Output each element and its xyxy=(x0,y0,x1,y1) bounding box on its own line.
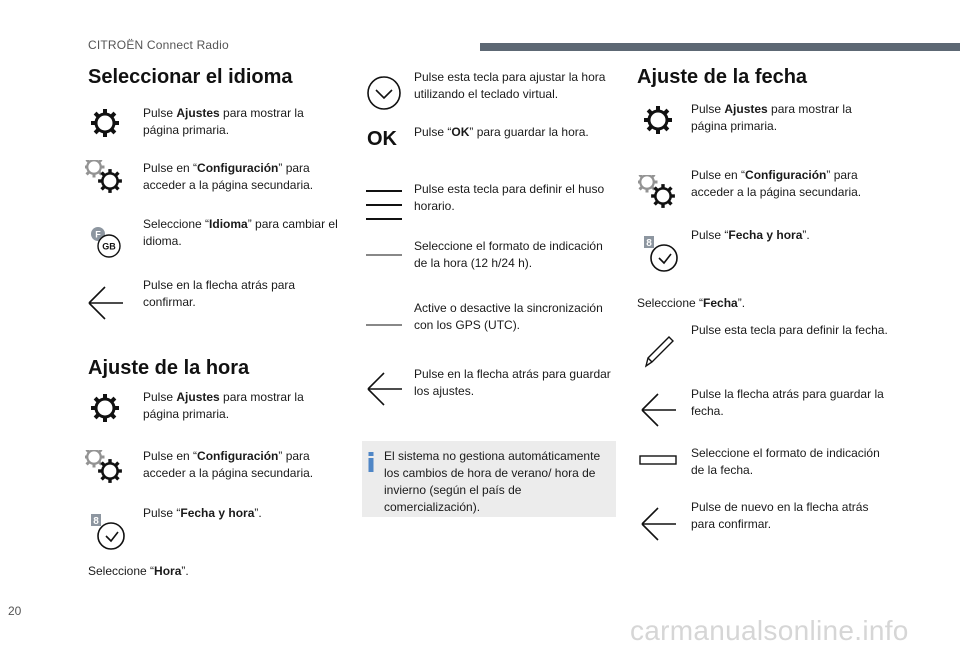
step-text: Pulse Ajustes para mostrar la página primaria. xyxy=(143,390,304,421)
back-arrow-icon xyxy=(638,504,678,544)
step-text: Active o desactive la sincronización con los GPS (UTC). xyxy=(414,301,603,332)
manual-header-title: CITROËN Connect Radio xyxy=(88,38,229,52)
double-gear-icon xyxy=(85,160,125,200)
step-text: Pulse esta tecla para ajustar la hora utilizando el teclado virtual. xyxy=(414,70,606,101)
chevron-down-icon xyxy=(364,73,404,113)
step-text: Pulse en “Configuración” para acceder a la página secundaria. xyxy=(691,168,862,199)
clock-icon xyxy=(89,512,129,552)
gear-icon xyxy=(85,103,125,143)
step-text: Pulse esta tecla para definir la fecha. xyxy=(691,323,888,337)
language-flag-icon xyxy=(85,222,125,262)
section-title-time: Ajuste de la hora xyxy=(88,357,250,379)
step-text: Pulse en “Configuración” para acceder a la página secundaria. xyxy=(143,161,314,192)
info-note-text: El sistema no gestiona automáticamente los cambios de hora de verano/ hora de invierno (según el país de comercialización). xyxy=(384,449,601,514)
clock-icon xyxy=(642,234,682,274)
menu-icon xyxy=(364,186,404,226)
step-text: Pulse “OK” para guardar la hora. xyxy=(414,125,589,139)
step-text: Pulse “Fecha y hora”. xyxy=(143,506,262,520)
svg-text:8: 8 xyxy=(646,238,652,249)
step-text: Pulse la flecha atrás para guardar la fecha. xyxy=(691,387,884,418)
step-text: Pulse en la flecha atrás para guardar los ajustes. xyxy=(414,367,611,398)
step-text: Pulse de nuevo en la flecha atrás para confirmar. xyxy=(691,500,869,531)
back-arrow-icon xyxy=(638,390,678,430)
select-hour-text: Seleccione “Hora”. xyxy=(88,564,189,578)
double-gear-icon xyxy=(85,450,125,490)
step-text: Pulse Ajustes para mostrar la página primaria. xyxy=(691,102,852,133)
ok-icon: OK xyxy=(367,128,397,150)
svg-text:8: 8 xyxy=(93,516,99,527)
header-bar xyxy=(480,43,960,51)
step-text: Seleccione “Idioma” para cambiar el idioma. xyxy=(143,217,338,248)
step-text: Pulse Ajustes para mostrar la página primaria. xyxy=(143,106,304,137)
step-text: Pulse en la flecha atrás para confirmar. xyxy=(143,278,296,309)
double-gear-icon xyxy=(638,175,678,215)
svg-text:F: F xyxy=(95,229,101,240)
svg-text:GB: GB xyxy=(102,241,116,252)
select-date-text: Seleccione “Fecha”. xyxy=(637,296,746,310)
line-icon xyxy=(364,235,404,275)
gear-icon xyxy=(638,100,678,140)
gear-icon xyxy=(85,388,125,428)
pencil-icon xyxy=(638,330,678,370)
step-text: Pulse esta tecla para definir el huso horario. xyxy=(414,182,605,213)
watermark: carmanualsonline.info xyxy=(630,615,909,646)
back-arrow-icon xyxy=(85,283,125,323)
rectangle-icon xyxy=(638,440,678,480)
step-text: Seleccione el formato de indicación de la hora (12 h/24 h). xyxy=(414,239,603,270)
back-arrow-icon xyxy=(364,369,404,409)
step-text: Seleccione el formato de indicación de la fecha. xyxy=(691,446,880,477)
info-icon xyxy=(367,452,375,472)
section-title-language: Seleccionar el idioma xyxy=(88,66,293,88)
line-icon xyxy=(364,305,404,345)
step-text: Pulse en “Configuración” para acceder a la página secundaria. xyxy=(143,449,314,480)
step-text: Pulse “Fecha y hora”. xyxy=(691,228,810,242)
page-number: 20 xyxy=(8,604,22,618)
section-title-date: Ajuste de la fecha xyxy=(637,66,808,88)
